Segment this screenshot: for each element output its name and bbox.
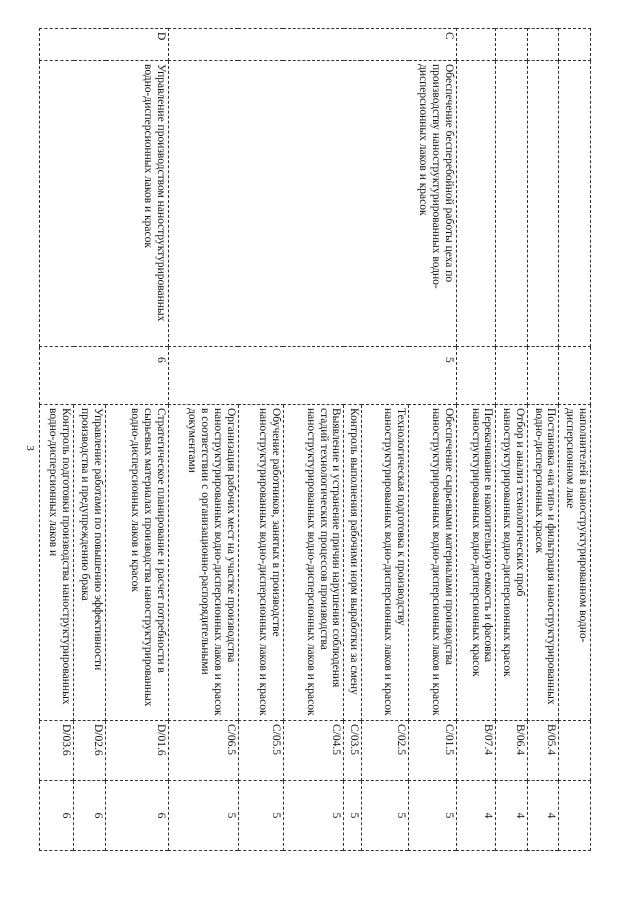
function-name-cell: Контроль подготовки производства наноструктурированных водно-дисперсионных лаков и: [40, 405, 74, 721]
function-code-cell: C/02.5: [361, 721, 408, 781]
function-code-cell: D/02.6: [74, 721, 106, 781]
function-level-cell: 4: [527, 781, 559, 851]
function-code-cell: C/03.5: [344, 721, 361, 781]
table-row: [527, 29, 559, 851]
table-row: [106, 29, 169, 851]
function-code-cell: D/03.6: [40, 721, 74, 781]
group-name-cell: [559, 61, 591, 347]
group-code-cell: [456, 29, 496, 61]
function-level-cell: 5: [344, 781, 361, 851]
function-code-cell: D/01.6: [106, 721, 169, 781]
function-name-cell: Отбор и анализ технологических проб наноструктурированных водно-дисперсионных красок: [496, 405, 528, 721]
group-level-cell: 5: [169, 347, 457, 405]
table-row: [559, 29, 591, 851]
group-level-cell: [527, 347, 559, 405]
function-name-cell: Технологическая подготовка к производству наноструктурированных водно-дисперсионных лаков и красок: [361, 405, 408, 721]
table-row: [496, 29, 528, 851]
group-code-cell: [496, 29, 528, 61]
group-code-cell: C: [169, 29, 457, 61]
function-name-cell: Контроль выполнения рабочими норм выработки за смену: [344, 405, 361, 721]
function-level-cell: 4: [496, 781, 528, 851]
function-level-cell: 5: [361, 781, 408, 851]
function-name-cell: наполнителей в наноструктурированном водно-дисперсионном лаке: [559, 405, 591, 721]
function-level-cell: 6: [40, 781, 74, 851]
function-code-cell: C/06.5: [169, 721, 238, 781]
function-name-cell: Выявление и устранение причин нарушения соблюдения стадий технологических процессов производства наноструктурированных водно-дисперсионных лаков и красок: [283, 405, 344, 721]
group-name-cell: Обеспечение бесперебойной работы цеха по производству наноструктурированных водно-дисперсионных лаков и красок: [169, 61, 457, 347]
group-level-cell: [559, 347, 591, 405]
function-name-cell: Обеспечение сырьевыми материалами производства наноструктурированных водно-дисперсионных лаков и красок: [409, 405, 456, 721]
table-row: [456, 29, 496, 851]
function-level-cell: [559, 781, 591, 851]
table-row: [409, 29, 456, 851]
function-level-cell: 5: [238, 781, 283, 851]
group-level-cell: [496, 347, 528, 405]
function-name-cell: Постановка «на тип» и фильтрация наноструктурированных водно-дисперсионных красок: [527, 405, 559, 721]
group-level-cell: [456, 347, 496, 405]
function-name-cell: Управление работами по повышению эффективности производства и предупреждению брака: [74, 405, 106, 721]
function-level-cell: 5: [169, 781, 238, 851]
function-level-cell: 5: [283, 781, 344, 851]
function-code-cell: B/05.4: [527, 721, 559, 781]
function-name-cell: Перекачивание в накопительную емкость и фасовка наноструктурированных водно-дисперсионных красок: [456, 405, 496, 721]
function-level-cell: 5: [409, 781, 456, 851]
function-level-cell: 6: [106, 781, 169, 851]
group-code-cell: D: [40, 29, 169, 61]
function-name-cell: Стратегическое планирование и расчет потребности в сырьевых материалах производства наноструктурированных водно-дисперсионных лаков и красок: [106, 405, 169, 721]
function-code-cell: C/04.5: [283, 721, 344, 781]
function-name-cell: Организация рабочих мест на участке производства наноструктурированных водно-дисперсионных лаков и красок в соответствии с организационно-распорядительными документами: [169, 405, 238, 721]
labor-functions-table: [39, 28, 591, 851]
function-name-cell: Обучение работников, занятых в производстве наноструктурированных водно-дисперсионных лаков и красок: [238, 405, 283, 721]
group-level-cell: 6: [40, 347, 169, 405]
rotated-table-container: [39, 28, 591, 850]
group-name-cell: [527, 61, 559, 347]
group-code-cell: [559, 29, 591, 61]
function-code-cell: [559, 721, 591, 781]
function-code-cell: B/07.4: [456, 721, 496, 781]
function-code-cell: B/06.4: [496, 721, 528, 781]
page-number: 3: [24, 445, 36, 451]
group-name-cell: [456, 61, 496, 347]
function-level-cell: 4: [456, 781, 496, 851]
function-code-cell: C/01.5: [409, 721, 456, 781]
group-name-cell: [496, 61, 528, 347]
group-code-cell: [527, 29, 559, 61]
function-code-cell: C/05.5: [238, 721, 283, 781]
group-name-cell: Управление производством наноструктурированных водно-дисперсионных лаков и красок: [40, 61, 169, 347]
function-level-cell: 6: [74, 781, 106, 851]
